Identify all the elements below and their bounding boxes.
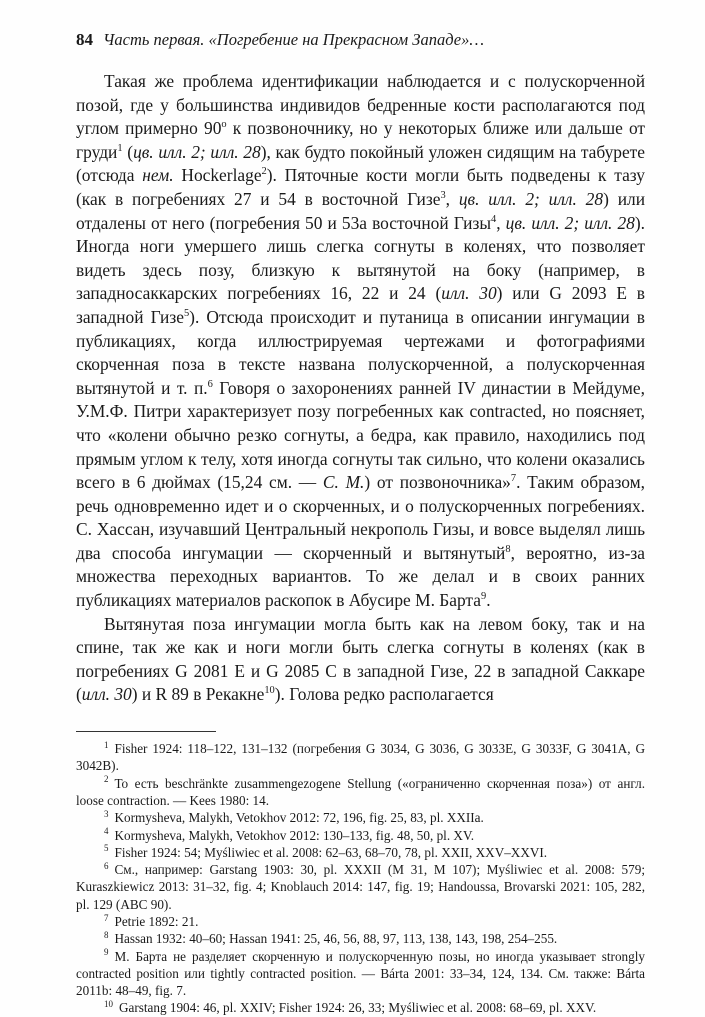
figure-ref: цв. илл. 2; илл. 28 <box>458 188 604 209</box>
text-run: . Таким образом, речь одновременно идет и о скорченных, и о полускорченных погребениях. С. Хассан, изучавший Центральный некрополь Гизы, и вовсе выделял лишь два способа ингумации — скорченный и вытянутый <box>76 472 645 563</box>
footnote-text: То есть beschränkte zusammengezogene Stellung («ограниченно скорченная поза») от англ. loose contraction. — Kees 1980: 14. <box>76 775 645 808</box>
footnote-divider <box>76 731 216 732</box>
footnote-ref-7[interactable]: 7 <box>510 473 517 485</box>
footnote-number: 7 <box>104 912 109 923</box>
footnote-number: 5 <box>104 843 109 854</box>
footnote-ref-2[interactable]: 2 <box>261 166 267 178</box>
language-abbrev: нем. <box>142 165 174 186</box>
figure-ref: илл. 30 <box>81 684 132 705</box>
footnote-ref-3[interactable]: 3 <box>440 190 446 202</box>
footnote-text: Hassan 1932: 40–60; Hassan 1941: 25, 46, 56, 88, 97, 113, 138, 143, 198, 254–255. <box>114 931 558 947</box>
text-run: Говоря о захоронениях ранней IV династии в Мейдуме, У.М.Ф. Питри характеризует позу погребенных как contracted, но поясняет, что «колени обычно резко согнуты, а бедра, как правило, находились под прямым углом к телу, хотя иногда согнуты так сильно, что колени оказались всего в 6 дюймах (15,24 см. — <box>76 377 645 493</box>
text-run: ) или отдалены от него (погребения 50 и 53а восточной Гизы <box>76 188 645 233</box>
text-run: Hockerlage <box>173 165 262 186</box>
main-text <box>76 70 645 707</box>
footnote-number: 9 <box>104 947 109 958</box>
text-run: , <box>445 188 459 209</box>
figure-ref: цв. илл. 2; илл. 28 <box>505 212 635 233</box>
footnotes <box>76 740 645 1017</box>
footnote <box>76 740 645 775</box>
footnote-ref-6[interactable]: 6 <box>207 378 213 390</box>
text-run: ). Пяточные кости могли быть подведены к тазу (как в погребениях 27 и 54 в восточной Гизе <box>76 165 645 209</box>
footnote-number: 1 <box>104 739 109 750</box>
text-run: Такая же проблема идентификации наблюдается и с полускорченной позой, где у большинства индивидов бедренные кости располагаются под углом примерно 90 <box>76 71 645 139</box>
footnote <box>76 861 645 913</box>
text-run: ) и R 89 в Рекакне <box>131 684 265 705</box>
text-run: ) или G 2093 E в западной Гизе <box>76 283 646 327</box>
degree-sign: o <box>221 119 227 131</box>
footnote-number: 3 <box>104 808 109 819</box>
footnote <box>76 948 645 1000</box>
footnote <box>76 827 645 844</box>
footnote-text: Petrie 1892: 21. <box>114 914 199 929</box>
footnote-number: 10 <box>104 999 113 1010</box>
footnote <box>76 809 645 826</box>
footnote-text: Kormysheva, Malykh, Vetokhov 2012: 72, 196, fig. 25, 83, pl. XXIIa. <box>114 810 484 826</box>
text-run: ) от позвоночника» <box>364 472 511 493</box>
text-run: к позвоночнику, но у некоторых ближе или дальше от груди <box>76 118 646 162</box>
text-run: , вероятно, из-за множества переходных вариантов. То же делал и в своих ранних публикациях материалов раскопок в Абусире М. Барта <box>76 542 646 611</box>
running-head <box>76 30 645 50</box>
running-title: Часть первая. «Погребение на Прекрасном Западе»… <box>103 30 485 49</box>
text-run: ). Иногда ноги умершего лишь слегка согнуты в коленях, что позволяет видеть здесь позу, близкую к вытянутой на боку (например, в западносаккарских погребениях 16, 22 и 24 ( <box>76 212 646 304</box>
text-run: ). Голова редко располагается <box>274 684 494 705</box>
author-initials: С. М. <box>322 472 365 493</box>
text-run: ( <box>122 141 134 162</box>
paragraph-1 <box>76 70 645 613</box>
text-run: Вытянутая поза ингумации могла быть как на левом боку, так и на спине, так же как и ноги могли быть слегка согнуты в коленях (как в погребениях G 2081 E и G 2085 C в западной Гизе, 22 в западной Саккаре ( <box>76 613 645 705</box>
text-run: , <box>496 212 506 233</box>
footnote-ref-4[interactable]: 4 <box>491 213 497 225</box>
footnote-ref-1[interactable]: 1 <box>117 142 123 154</box>
footnote-text: Kormysheva, Malykh, Vetokhov 2012: 130–133, fig. 48, 50, pl. XV. <box>114 827 475 843</box>
footnote-text: Garstang 1904: 46, pl. XXIV; Fisher 1924: 26, 33; Myśliwiec et al. 2008: 68–69, pl. XXV. <box>118 1000 597 1016</box>
footnote-number: 8 <box>104 929 109 940</box>
footnote-text: Fisher 1924: 54; Myśliwiec et al. 2008: 62–63, 68–70, 78, pl. XXII, XXV–XXVI. <box>114 844 548 860</box>
footnote-number: 2 <box>104 774 109 785</box>
footnote <box>76 913 645 930</box>
footnote-text: М. Барта не разделяет скорченную и полускорченную позы, но иногда указывает strongly contracted position или tightly contracted position. — Bárta 2001: 33–34, 124, 134. См. также: Bárta 2011b: 48–49, fig. 7. <box>76 948 645 999</box>
footnote-number: 4 <box>104 826 109 837</box>
footnote-ref-9[interactable]: 9 <box>480 591 487 603</box>
text-run: . <box>486 590 491 611</box>
footnote-number: 6 <box>104 860 109 871</box>
footnote-ref-8[interactable]: 8 <box>505 544 511 556</box>
footnote <box>76 999 645 1016</box>
figure-ref: илл. 30 <box>441 283 497 304</box>
footnote <box>76 775 645 810</box>
footnote <box>76 844 645 861</box>
footnote-ref-10[interactable]: 10 <box>264 685 275 697</box>
paragraph-2 <box>76 613 645 707</box>
footnote-text: См., например: Garstang 1903: 30, pl. XXXII (M 31, M 107); Myśliwiec et al. 2008: 579; Kuraszkiewicz 2013: 31–32, fig. 4; Knoblauch 2014: 147, fig. 19; Handoussa, Brovarski 2021: 105, 282, pl. 129 (ABC 90). <box>76 862 645 912</box>
footnote-text: Fisher 1924: 118–122, 131–132 (погребения G 3034, G 3036, G 3033E, G 3033F, G 3041A, G 3042B). <box>76 741 645 774</box>
footnote <box>76 930 645 947</box>
figure-ref: цв. илл. 2; илл. 28 <box>133 141 261 162</box>
text-run: ), как будто покойный уложен сидящим на табурете (отсюда <box>76 141 646 186</box>
page-number: 84 <box>76 30 93 49</box>
text-run: ). Отсюда происходит и путаница в описании ингумации в публикациях, когда иллюстрируемая чертежами и фотографиями скорченная поза в тексте названа полускорченной, а полускорченная вытянутой и т. п. <box>76 306 645 398</box>
footnote-ref-5[interactable]: 5 <box>183 308 190 320</box>
